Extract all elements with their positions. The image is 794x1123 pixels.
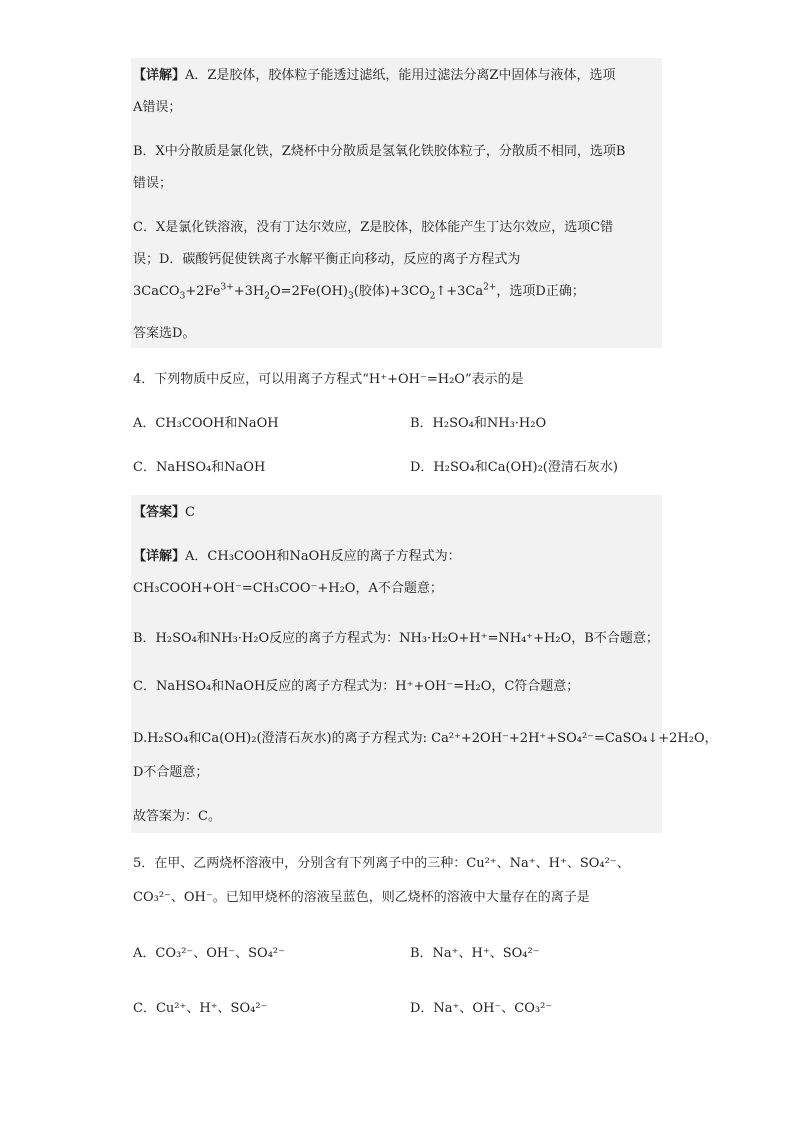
q3-equation-line: $3CaCO_3+2Fe^{3+}+3H_2O=2Fe(OH)_3$(胶体)$+3CO_2↑+3Ca^{2+}$，选项D正确； [133, 282, 585, 302]
q5-option-a: A．CO₃²⁻、OH⁻、SO₄²⁻ [133, 946, 285, 961]
q3-explain-c-line2: 误；D．碳酸钙促使铁离子水解平衡正向移动，反应的离子方程式为 [133, 252, 521, 267]
q5-stem-line1: 5．在甲、乙两烧杯溶液中，分别含有下列离子中的三种：Cu²⁺、Na⁺、H⁺、SO₄²⁻、 [133, 856, 630, 871]
q4-stem: 4．下列物质中反应，可以用离子方程式“H⁺+OH⁻=H₂O”表示的是 [133, 372, 524, 387]
q3-explain-a-line1: 【详解】A．Z是胶体，胶体粒子能透过滤纸，能用过滤法分离Z中固体与液体，选项 [133, 68, 616, 83]
q3-final-answer: 答案选D。 [133, 326, 196, 341]
q5-option-b: B．Na⁺、H⁺、SO₄²⁻ [410, 946, 540, 961]
q4-option-d: D．H₂SO₄和Ca(OH)₂(澄清石灰水) [410, 460, 618, 475]
q4-option-b: B．H₂SO₄和NH₃·H₂O [410, 416, 547, 431]
q5-option-c: C．Cu²⁺、H⁺、SO₄²⁻ [133, 1001, 268, 1016]
q4-final-answer: 故答案为：C。 [133, 809, 221, 824]
q4-explain-d-line1: D.H₂SO₄和Ca(OH)₂(澄清石灰水)的离子方程式为: Ca²⁺+2OH⁻+2H⁺+SO₄²⁻=CaSO₄↓+2H₂O， [133, 731, 718, 746]
q4-explain-a-line2: CH₃COOH+OH⁻=CH₃COO⁻+H₂O，A不合题意； [133, 581, 443, 596]
q4-answer: 【答案】C [133, 505, 195, 520]
q3-explain-c-line1: C．X是氯化铁溶液，没有丁达尔效应，Z是胶体，胶体能产生丁达尔效应，选项C错 [133, 220, 614, 235]
q3-explain-b-line2: 错误； [133, 176, 173, 191]
q4-option-c: C．NaHSO₄和NaOH [133, 460, 266, 475]
q4-option-a: A．CH₃COOH和NaOH [133, 416, 279, 431]
q5-stem-line2: CO₃²⁻、OH⁻。已知甲烧杯的溶液呈蓝色，则乙烧杯的溶液中大量存在的离子是 [133, 890, 590, 905]
q3-explain-b-line1: B．X中分散质是氯化铁，Z烧杯中分散质是氢氧化铁胶体粒子，分散质不相同，选项B [133, 144, 626, 159]
q5-option-d: D．Na⁺、OH⁻、CO₃²⁻ [410, 1001, 553, 1016]
q4-explain-a-line1: 【详解】A．CH₃COOH和NaOH反应的离子方程式为： [133, 549, 461, 564]
q4-explain-c: C．NaHSO₄和NaOH反应的离子方程式为：H⁺+OH⁻=H₂O，C符合题意； [133, 679, 580, 694]
q4-explanation-band [131, 495, 662, 833]
q4-explain-b: B．H₂SO₄和NH₃·H₂O反应的离子方程式为：NH₃·H₂O+H⁺=NH₄⁺+H₂O，B不合题意； [133, 631, 659, 646]
q3-explain-a-line2: A错误； [133, 100, 182, 115]
q3-explanation-band [131, 58, 662, 348]
q4-explain-d-line2: D不合题意； [133, 765, 209, 780]
